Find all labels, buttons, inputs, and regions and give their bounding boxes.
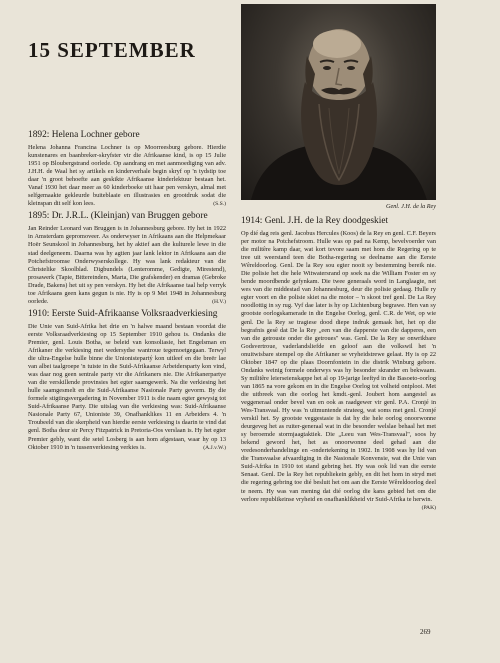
photo-caption: Genl. J.H. de la Rey	[386, 203, 436, 210]
left-column	[28, 28, 226, 455]
article-van-bruggen	[28, 211, 226, 305]
article-signature: (A.J.v.W.)	[203, 444, 226, 451]
article-volksraadverkiesing	[28, 309, 226, 452]
article-heading: 1895: Dr. J.R.L. (Kleinjan) van Bruggen gebore	[28, 211, 208, 222]
date-title: 15 SEPTEMBER	[28, 38, 196, 62]
right-column	[241, 4, 436, 512]
article-heading: 1892: Helena Lochner gebore	[28, 130, 140, 140]
article-body: Helena Johanna Francina Lochner is op Moorreesburg gebore. Hierdie kunstenares en baanbreker-skryfster vir die Afrikaanse kind, is op 15 Julie 1951 op Bloubergstrand oorlede. Op aandrang en met aanmoediging van adv. J.H.H. de Waal het sy artikels en kinderverhale begin skryf op 'n tydstip toe daar 'n groot behoefte aan geskikte Afrikaanse kinderlektuur bestaan het. Vanaf 1930 het daar meer as 60 kinderboeke uit haar pen verskyn, almal met selfgemaakte gekleurde buiteblaaie en illustrasies en grootdruk sodat die kleinspan dit self kon lees. (S.S.)	[28, 144, 226, 208]
article-de-la-rey	[241, 216, 436, 511]
article-signature: (H.V.)	[212, 298, 226, 305]
article-body: Jan Reinder Leonard van Bruggen is in Johannesburg gebore. Hy het in 1922 in Amsterdam gepromoveer. As onderwyser in Afrikaans aan die Helpmekaar Hoër Seunskool in Johannesburg, het hy aktief aan die kulturele lewe in die stad deelgeneem. Daarna was hy agtien jaar lank lektor in Afrikaans aan die Potchefstroomse Onderwyserskollege. Hy was lank redakteur van die Christelike Skoolblad. Digbundels (Lenteromme, Gedigte, Mirestend), prosawerk (Tapie, Bittereinders, Marta, Die grafskender) en dramas (Gebroke Drade, Bakens) het uit sy pen verskyn. Hy het die Afrikaanse taal help verryk toe Afrikaans geen kans gegun is nie. Hy is op 9 Mei 1948 in Johannesburg oorlede. (H.V.)	[28, 225, 226, 305]
article-body: Op dié dag reis genl. Jacobus Hercules (Koos) de la Rey en genl. C.F. Beyers per motor na Potchefstroom. Hulle was op pad na Kemp, bevelvoerder van die militêre kamp daar, wat kort tevore saam met hom die Regering op te tree uit weerstand teen die Botha-regering se deelname aan die Eerste Wêreldoorlog. Genl. De la Rey sou egter nooit sy bestemming bereik nie. Die polisie het die hele Witwatersrand op soek na die William Foster en sy bende moordbende gefynkam. Die twee generaals word in Langlaagte, net wes van die middestad van Johannesburg, deur die polisie gedaag. Hulle ry egter voort en die polisie skiet na die motor – 'n skoot tref genl. De La Rey noodlottig in sy rug. Vyf dae later is hy op Lichtenburg begrawe. Hen van sy grootste oorlogskamerade in die Engelse Oorlog, genl. C.R. de Wet, op wie genl. De la Rey se tragiese dood diepe indruk gemaak het, het op die begrafnis gesê dat De la Rey „een van die dapperste van die dapperes, een van die getrouste onder die getroues" was. Genl. De la Rey se onwrikbare Godsvertroue, vaderlandsliefde en geloof aan die volkswil het 'n onuitwisbare stempel op die Afrikaner se vryheidstrewe gelaat. Hy is op 22 Oktober 1847 op die plaas Doornfontein in die distrik Winburg gebore. Ondanks weinig formele onderwys was hy besonder skrander en bekwaam. Sy militêre leierseienskappe het al op 19-jarige leeftyd in die Basoeto-oorlog van 1865 na vore gekom en in die Engelse Oorlog tot volheid ontplooi. Met die uitbreek van die oorlog het kmdt.-genl. Joubert hom aangestel as veggeneraal onder bevel van en ook as raadgewer vir genl. P.A. Cronjé in Wes-Transvaal. Hy was 'n uitmuntende strateeg, wat soms met genl. Cronjé verskil het. Sy grootste veggestasie is dat hy die hele oorlog onoorwonne deurgeveg het as ruiter-generaal wat in die besonder welslae behaal het met sy beroemde stormjaagtaktiek. Die „Leeu van Wes-Transvaal", soos hy bekend geword het, het as onoorwonne deel gehad aan die vredesonderhandelinge en -ondertekening in 1902. In 1908 was hy lid van die Transvaalse afvaardiging in die Nasionale Konvensie, wat die Unie van Suid-Afrika in 1910 tot stand gebring het. Hy was ook lid van die eerste Senaat. Genl. De la Rey het republiekein gebly, en dit het hom in stryd met die regering gebring toe dié besluit het om aan die Eerste Wêreldoorlog deel te neem. Hy was van mening dat dié oorlog die kans gebied het om die verlore republikeinse vryheid en onafhanklikheid vir Suid-Afrika te herwin. (PAK)	[241, 230, 436, 511]
page-number: 269	[420, 628, 431, 636]
article-heading: 1910: Eerste Suid-Afrikaanse Volksraadverkiesing	[28, 308, 218, 319]
article-heading: 1914: Genl. J.H. de la Rey doodgeskiet	[241, 216, 389, 226]
portrait-photo	[241, 4, 436, 200]
portrait-illustration	[241, 4, 436, 200]
article-signature: (PAK)	[421, 504, 436, 511]
article-body: Die Unie van Suid-Afrika het drie en 'n halwe maand bestaan voordat die eerste Volksraadverkiesing op 15 September 1910 gehou is. Ondanks die Premier, genl. Louis Botha, se beleid van konsoliasie, het Engelsman en Afrikaner die verkiesing met wedersydse wantroue tegemoetgegaan. Terwyl die ultra-Engelse hulle binne die Unionistepartý kon uitleef en die breër lae van albei taalgroepe 'n tuiste in die Suid-Afrikaanse Arbeidersparty kon vind, was daar nog geen sentrale party vir die Afrikaners nie. Die Afrikanerpartye van die verskillende provinsies het egter saamgewerk. Na die verkiesing het hulle saamgesmelt en die Suid-Afrikaanse Nasionale Party gevorm. By die formele stigtingsvergadering in November 1911 is die naam egter gewysig tot Suid-Afrikaanse Party. Die uitslag van die verkiesing was: Suid-Afrikaanse Nasionale Party 67, Unioniste 39, Onafhanklikes 11 en Arbeiders 4. 'n Troubeeld van die skerpheid van hierdie eerste verkiesing is daarin te vind dat genl. Botha deur sir Percy Fitzpatrick in Pretoria-Oos verslaan is. Hy het egter Premier gebly, want die setel Losberg is aan hom afgestaan, waar hy op 13 Oktober 1910 in 'n tussenverkiesing verkies is. (A.J.v.W.)	[28, 322, 226, 451]
article-lochner	[28, 130, 226, 208]
article-signature: (S.S.)	[213, 201, 226, 208]
